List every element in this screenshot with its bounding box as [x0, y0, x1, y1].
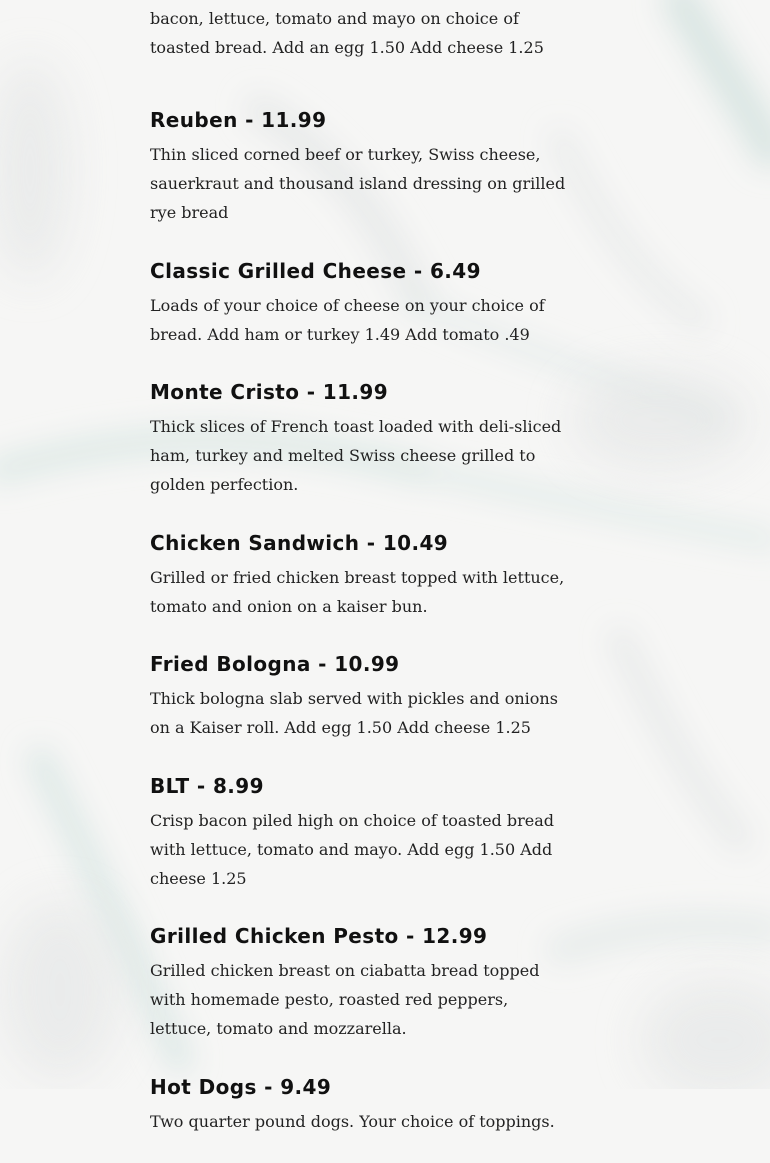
menu-item-title: Monte Cristo - 11.99: [150, 380, 389, 405]
menu-item-monte-cristo: [150, 375, 570, 499]
menu-item-blt: [150, 769, 570, 893]
menu-item-title: Grilled Chicken Pesto - 12.99: [150, 924, 488, 949]
partial-item-description: bacon, lettuce, tomato and mayo on choice of toasted bread. Add an egg 1.50 Add cheese 1.25: [150, 8, 544, 57]
menu-item-title: BLT - 8.99: [150, 773, 264, 798]
menu-item-description: Loads of your choice of cheese on your choice of bread. Add ham or turkey 1.49 Add tomato .49: [150, 295, 545, 344]
menu-item-title: Classic Grilled Cheese - 6.49: [150, 258, 481, 283]
menu-item-description: Thin sliced corned beef or turkey, Swiss cheese, sauerkraut and thousand island dressing on grilled rye bread: [150, 145, 566, 222]
menu-item-grilled-chicken-pesto: [150, 919, 570, 1043]
menu-item-description: Thick bologna slab served with pickles and onions on a Kaiser roll. Add egg 1.50 Add cheese 1.25: [150, 689, 558, 738]
menu-item-description: Grilled chicken breast on ciabatta bread topped with homemade pesto, roasted red peppers, lettuce, tomato and mozzarella.: [150, 961, 540, 1038]
menu-item-title: Reuben - 11.99: [150, 108, 327, 133]
menu-item-hot-dogs: [150, 1070, 570, 1137]
menu-item-title: Fried Bologna - 10.99: [150, 652, 400, 677]
menu-item-classic-grilled-cheese: [150, 254, 570, 350]
menu-item-description: Two quarter pound dogs. Your choice of toppings.: [150, 1111, 555, 1131]
menu-item-description: Grilled or fried chicken breast topped with lettuce, tomato and onion on a kaiser bun.: [150, 567, 565, 616]
menu-item-description: Crisp bacon piled high on choice of toasted bread with lettuce, tomato and mayo. Add egg 1.50 Add cheese 1.25: [150, 810, 555, 888]
sandwich-menu: [150, 0, 570, 1163]
menu-item-fried-bologna: [150, 647, 570, 743]
menu-item-chicken-sandwich: [150, 526, 570, 622]
menu-item-reuben: [150, 103, 570, 227]
menu-item-title: Chicken Sandwich - 10.49: [150, 530, 449, 555]
menu-item-title: Hot Dogs - 9.49: [150, 1074, 332, 1099]
menu-item-description: Thick slices of French toast loaded with deli-sliced ham, turkey and melted Swiss cheese grilled to golden perfection.: [150, 417, 562, 494]
